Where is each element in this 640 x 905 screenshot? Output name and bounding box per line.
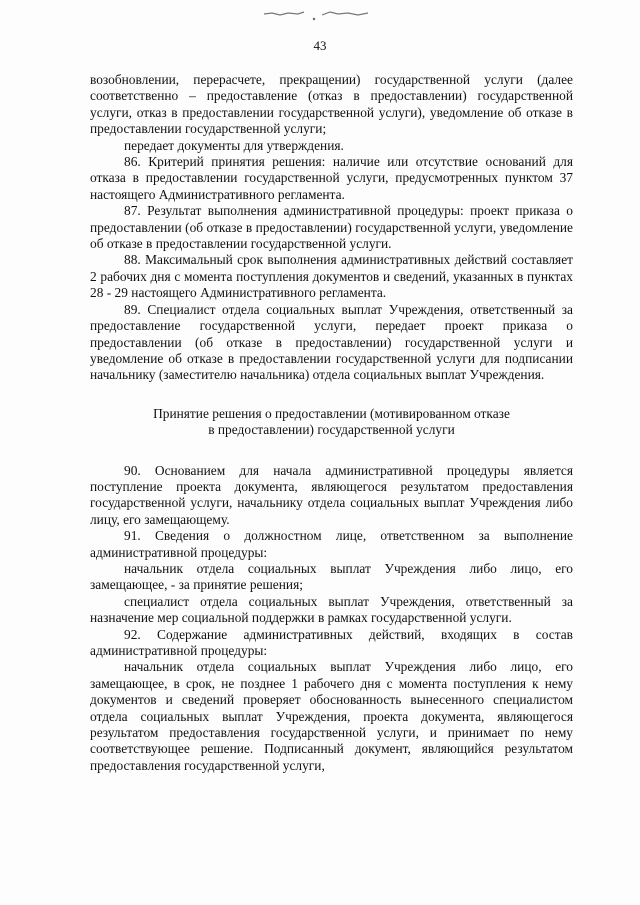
paragraph-continuation: возобновлении, перерасчете, прекращении) государственной услуги (далее соответственно – предоставление (отказ в предоставлении) государственной услуги, отказ в предоставлении государственной услуги), уведомление об отказе в предоставлении государственной услуги; bbox=[90, 72, 573, 137]
document-body bbox=[90, 72, 573, 774]
scan-artifact bbox=[258, 8, 378, 22]
paragraph-90: 90. Основанием для начала административной процедуры является поступление проекта документа, являющегося результатом предоставления государственной услуги, начальнику отдела социальных выплат Учреждения либо лицу, его замещающему. bbox=[90, 462, 573, 527]
page-number: 43 bbox=[313, 38, 327, 53]
paragraph: начальник отдела социальных выплат Учреждения либо лицо, его замещающее, - за принятие решения; bbox=[90, 560, 573, 593]
paragraph-88: 88. Максимальный срок выполнения административных действий составляет 2 рабочих дня с момента поступления документов и сведений, указанных в пунктах 28 - 29 настоящего Административного регламента. bbox=[90, 252, 573, 301]
paragraph-86: 86. Критерий принятия решения: наличие или отсутствие оснований для отказа в предоставлении государственной услуги, предусмотренных пунктом 37 настоящего Административного регламента. bbox=[90, 154, 573, 202]
section-heading-line-1: Принятие решения о предоставлении (мотивированном отказе bbox=[153, 405, 510, 421]
paragraph-92: 92. Содержание административных действий, входящих в состав административной процедуры: bbox=[90, 626, 573, 658]
paragraph-87: 87. Результат выполнения административной процедуры: проект приказа о предоставлении (об отказе в предоставлении) государственной услуги, уведомление об отказе в предоставлении государственной услуги. bbox=[90, 203, 573, 252]
paragraph: начальник отдела социальных выплат Учреждения либо лицо, его замещающее, в срок, не позднее 1 рабочего дня с момента поступления к нему документов и сведений проверяет обоснованность вынесенного специалистом отдела социальных выплат Учреждения, проекта документа, являющегося результатом предоставления государственной услуги, и принимает по нему соответствующее решение. Подписанный документ, являющийся результатом предоставления государственной услуги, bbox=[90, 659, 573, 773]
paragraph: передает документы для утверждения. bbox=[124, 137, 344, 153]
paragraph-91: 91. Сведения о должностном лице, ответственном за выполнение административной процедуры: bbox=[90, 528, 573, 560]
paragraph-89: 89. Специалист отдела социальных выплат Учреждения, ответственный за предоставление государственной услуги, передает проект приказа о предоставлении (об отказе в предоставлении) государственной услуги и уведомление об отказе в предоставлении государственной услуги для подписании начальнику (заместителю начальника) отдела социальных выплат Учреждения. bbox=[90, 301, 573, 383]
paragraph: специалист отдела социальных выплат Учреждения, ответственный за назначение мер социальной поддержки в рамках государственной услуги. bbox=[90, 593, 573, 626]
section-heading bbox=[90, 406, 573, 439]
section-heading-line-2: в предоставлении) государственной услуги bbox=[208, 422, 455, 438]
